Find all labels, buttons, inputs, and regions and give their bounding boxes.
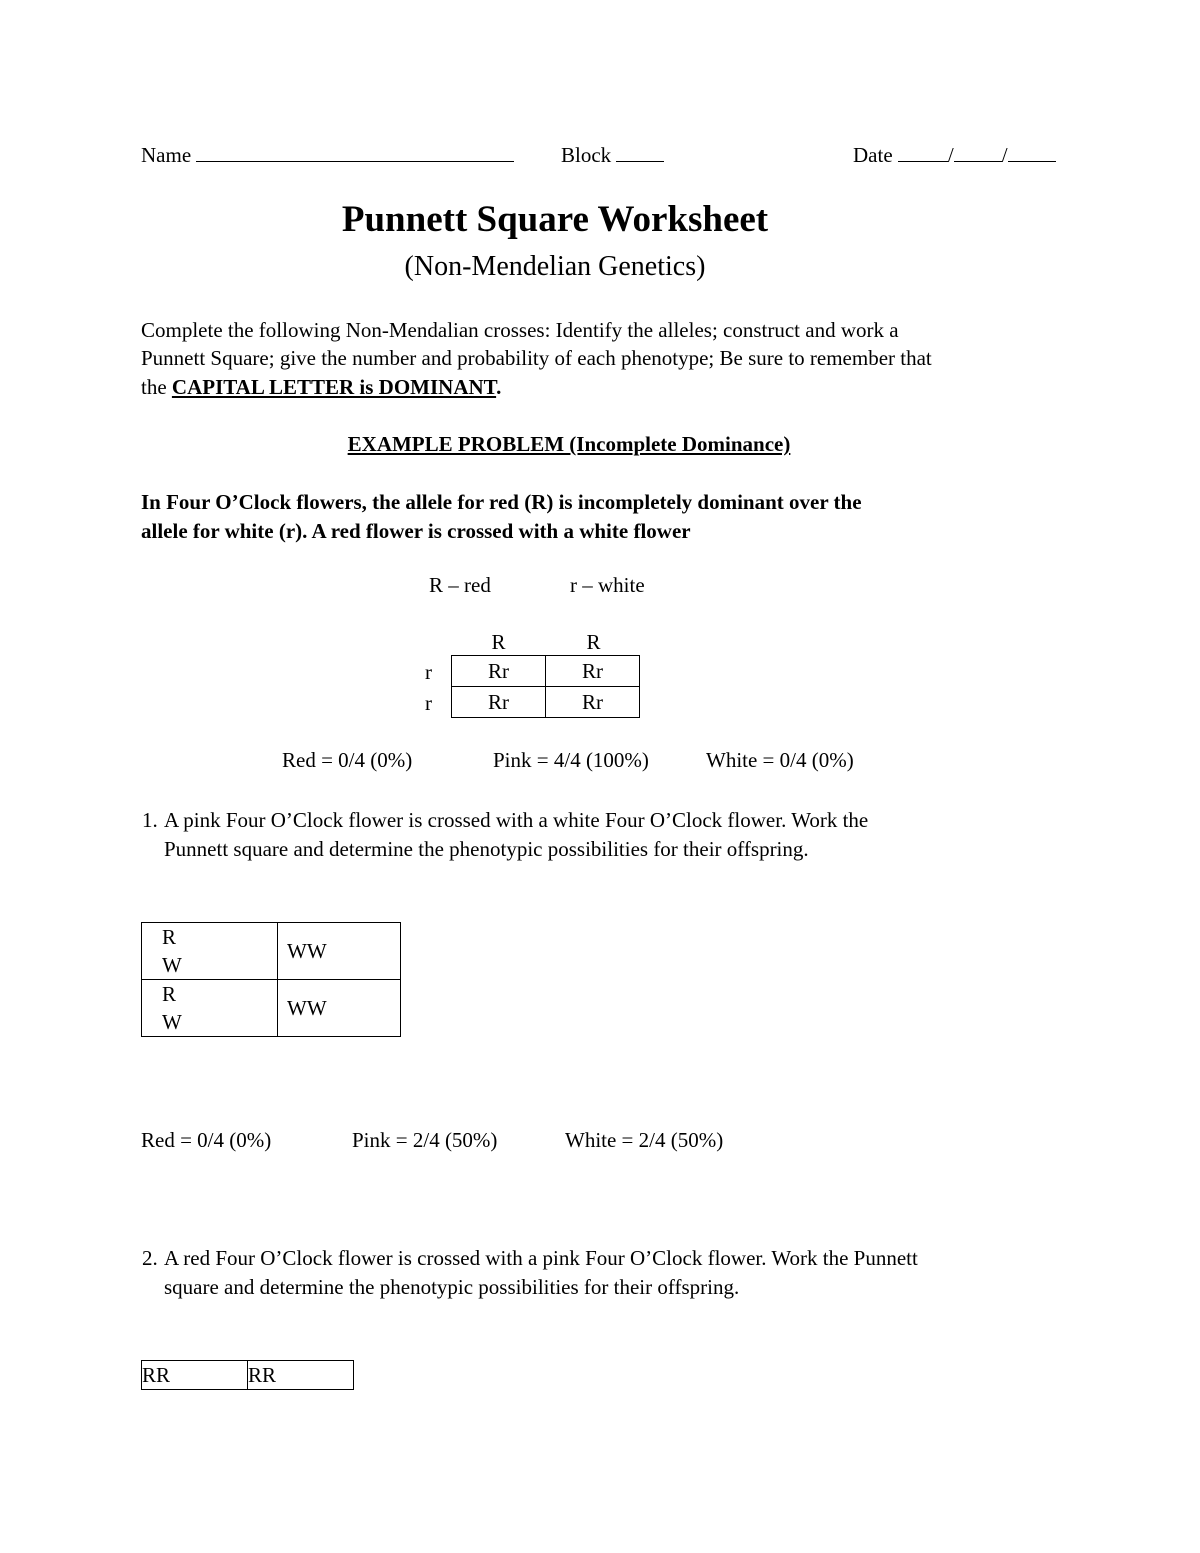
problem-2-punnett-square[interactable] — [141, 1360, 354, 1390]
problem-1-result-white: White = 2/4 (50%) — [565, 1128, 724, 1152]
date-year-blank[interactable] — [1008, 143, 1056, 162]
intro-line-1: Complete the following Non-Mendalian crosses: Identify the alleles; construct and work a — [141, 318, 899, 342]
date-day-blank[interactable] — [954, 143, 1002, 162]
problem-1-line-1: A pink Four O’Clock flower is crossed with a white Four O’Clock flower. Work the — [164, 808, 869, 832]
allele-bottom: W — [162, 1010, 182, 1034]
intro-prefix: the — [141, 375, 172, 399]
problem-1-punnett-square[interactable] — [141, 922, 401, 1037]
date-separator: / — [1001, 143, 1008, 167]
date-month-blank[interactable] — [898, 143, 948, 162]
allele-top: R — [162, 925, 177, 949]
problem-1-line-2: Punnett square and determine the phenotypic possibilities for their offspring. — [164, 837, 809, 861]
problem-2-number: 2. — [142, 1246, 158, 1270]
intro-line-2: Punnett Square; give the number and probability of each phenotype; Be sure to remember that — [141, 346, 932, 370]
allele-key-white: r – white — [570, 573, 645, 597]
name-blank[interactable] — [196, 143, 514, 162]
block-blank[interactable] — [616, 143, 664, 162]
punnett-cell[interactable]: RR — [142, 1361, 248, 1390]
intro-emphasis: CAPITAL LETTER is DOMINANT — [171, 375, 497, 399]
example-text-line-1: In Four O’Clock flowers, the allele for red (R) is incompletely dominant over the — [141, 490, 862, 514]
problem-2-line-1: A red Four O’Clock flower is crossed with a pink Four O’Clock flower. Work the Punnett — [164, 1246, 918, 1270]
punnett-cell: Rr — [452, 687, 546, 718]
punnett-cell[interactable] — [142, 923, 278, 980]
punnett-cell[interactable] — [142, 980, 278, 1037]
punnett-cell[interactable]: WW — [278, 923, 401, 980]
punnett-cell: Rr — [546, 656, 640, 687]
row-header: r — [425, 691, 432, 715]
allele-top: R — [162, 982, 177, 1006]
example-heading: EXAMPLE PROBLEM (Incomplete Dominance) — [347, 432, 791, 456]
problem-1-result-pink: Pink = 2/4 (50%) — [352, 1128, 498, 1152]
table-row — [142, 923, 401, 980]
table-row — [452, 687, 640, 718]
problem-1-number: 1. — [142, 808, 158, 832]
date-label: Date — [853, 143, 893, 167]
date-separator: / — [947, 143, 954, 167]
block-field[interactable] — [561, 143, 664, 168]
column-header: R — [586, 630, 601, 654]
table-row — [142, 980, 401, 1037]
table-row — [142, 1361, 354, 1390]
page-title: Punnett Square Worksheet — [341, 199, 769, 240]
page-subtitle: (Non-Mendelian Genetics) — [404, 251, 706, 282]
problem-1-result-red: Red = 0/4 (0%) — [141, 1128, 272, 1152]
block-label: Block — [561, 143, 612, 167]
date-field[interactable] — [853, 143, 1056, 168]
name-label: Name — [141, 143, 192, 167]
punnett-cell[interactable]: RR — [248, 1361, 354, 1390]
example-result-pink: Pink = 4/4 (100%) — [493, 748, 649, 772]
intro-suffix: . — [496, 375, 502, 399]
row-header: r — [425, 660, 432, 684]
intro-line-3 — [141, 375, 501, 400]
example-text-line-2: allele for white (r). A red flower is crossed with a white flower — [141, 519, 691, 543]
punnett-cell[interactable]: WW — [278, 980, 401, 1037]
table-row — [452, 656, 640, 687]
allele-bottom: W — [162, 953, 182, 977]
problem-2-line-2: square and determine the phenotypic possibilities for their offspring. — [164, 1275, 740, 1299]
allele-key-red: R – red — [429, 573, 491, 597]
name-field[interactable] — [141, 143, 514, 168]
punnett-cell: Rr — [452, 656, 546, 687]
example-result-white: White = 0/4 (0%) — [706, 748, 854, 772]
punnett-cell: Rr — [546, 687, 640, 718]
example-result-red: Red = 0/4 (0%) — [282, 748, 413, 772]
example-punnett-square — [451, 655, 640, 718]
column-header: R — [491, 630, 506, 654]
